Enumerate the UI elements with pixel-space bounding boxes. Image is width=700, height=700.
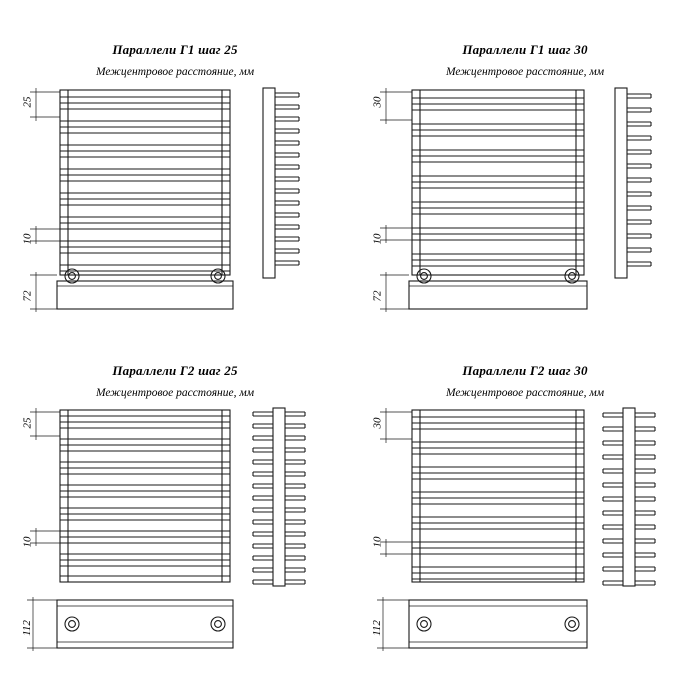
front-outline [412,410,584,582]
drawing-panel-g1-25 [0,0,350,350]
dim-label-depth: 112 [20,620,33,636]
dim-label-depth: 112 [370,620,383,636]
panel-title: Параллели Г1 шаг 30 [462,42,588,57]
dim-label-depth: 72 [371,290,384,302]
dim-label-top-pitch: 30 [371,417,384,429]
top-view-outline [57,600,233,648]
dim-label-depth: 72 [21,290,34,302]
panel-title: Параллели Г2 шаг 30 [462,363,588,378]
panel-title: Параллели Г2 шаг 25 [112,363,238,378]
drawing-panel-g1-30 [350,0,700,350]
top-view-outline [57,281,233,309]
panel-subtitle: Межцентровое расстояние, мм [445,387,605,399]
front-outline [60,410,230,582]
side-outline [263,88,275,278]
drawing-panel-g2-25 [0,350,350,700]
panel-subtitle: Межцентровое расстояние, мм [95,387,255,399]
dim-label-top-pitch: 25 [21,417,34,429]
dim-label-top-pitch: 25 [21,96,34,108]
front-and-side-view [350,350,700,700]
side-outline [273,408,285,586]
drawing-panel-g2-30 [350,350,700,700]
dim-label-bottom-pitch: 10 [371,233,384,245]
panel-subtitle: Межцентровое расстояние, мм [95,66,255,78]
front-and-side-view [350,0,700,350]
front-and-side-view [0,350,350,700]
dim-label-top-pitch: 30 [371,96,384,108]
panel-subtitle: Межцентровое расстояние, мм [445,66,605,78]
dim-label-bottom-pitch: 10 [371,536,384,548]
side-outline [623,408,635,586]
top-view-outline [409,281,587,309]
panel-title: Параллели Г1 шаг 25 [112,42,238,57]
dim-label-bottom-pitch: 10 [21,536,34,548]
dim-label-bottom-pitch: 10 [21,233,34,245]
front-and-side-view [0,0,350,350]
side-outline [615,88,627,278]
top-view-outline [409,600,587,648]
